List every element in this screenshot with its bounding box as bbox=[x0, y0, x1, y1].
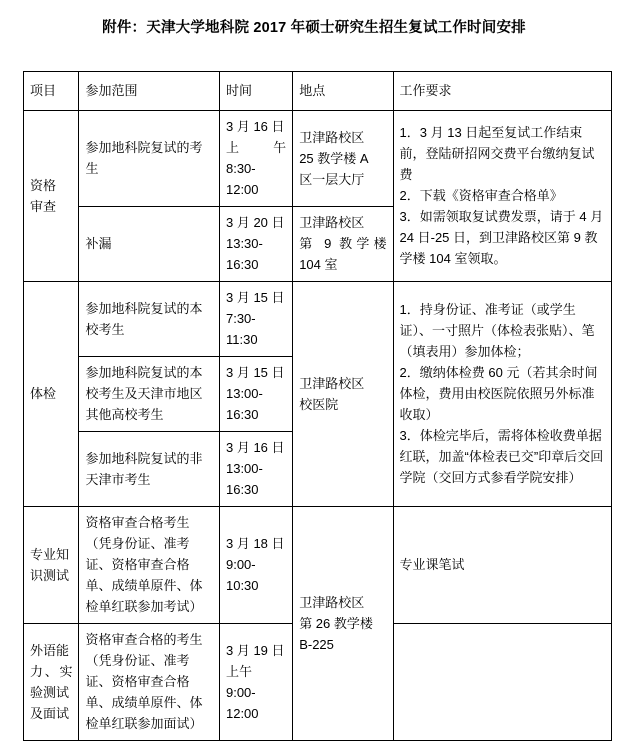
requirement-line-3: 3．体检完毕后，需将体检收费单据红联，加盖“体检表已交”印章后交回学院（交回方式参看学院安排） bbox=[399, 428, 604, 485]
time-line-1: 3 月 20 日 bbox=[225, 215, 285, 230]
place-line-3: B-225 bbox=[299, 636, 334, 652]
item-line-2: 审查 bbox=[30, 198, 57, 214]
column-header-requirement: 工作要求 bbox=[393, 72, 611, 111]
table-row bbox=[24, 507, 612, 624]
row-item-language-interview bbox=[24, 624, 79, 741]
time-line-2: 13:30-16:30 bbox=[225, 236, 263, 272]
item-line-3: 验测试 bbox=[30, 684, 70, 700]
row-time bbox=[219, 282, 292, 357]
table-row bbox=[24, 282, 612, 357]
requirement-line-1: 1．持身份证、准考证（或学生证）、一寸照片（体检表张贴）、笔（填表用）参加体检； bbox=[399, 302, 595, 359]
row-item-physical-exam bbox=[24, 282, 79, 507]
row-scope: 参加地科院复试的非天津市考生 bbox=[79, 432, 220, 507]
place-line-3: 104 室 bbox=[299, 257, 338, 272]
time-line-2: 上 午 8:30- bbox=[225, 140, 287, 176]
item-line-4: 及面试 bbox=[30, 705, 70, 721]
row-scope: 资格审查合格考生（凭身份证、准考证、资格审查合格单、成绩单原件、体检单红联参加考试） bbox=[79, 507, 220, 624]
place-line-1: 卫津路校区 bbox=[299, 594, 365, 610]
row-time bbox=[219, 111, 292, 207]
row-place bbox=[293, 207, 393, 282]
time-line-1: 3 月 18 日 bbox=[225, 536, 285, 551]
place-line-2: 第 9 教学楼 bbox=[299, 236, 387, 251]
item-line-2: 力、实 bbox=[30, 663, 73, 679]
place-line-1: 卫津路校区 bbox=[299, 215, 365, 230]
requirement-line-3: 3．如需领取复试费发票，请于 4 月 24 日-25 日，到卫津路校区第 9 教学楼 104 室领取。 bbox=[399, 209, 604, 266]
row-item-subject-test bbox=[24, 507, 79, 624]
schedule-table bbox=[23, 71, 612, 741]
item-line-2: 识测试 bbox=[30, 567, 70, 583]
row-scope: 资格审查合格的考生（凭身份证、准考证、资格审查合格单、成绩单原件、体检单红联参加面试） bbox=[79, 624, 220, 741]
place-line-2: 第 26 教学楼 bbox=[299, 615, 373, 631]
place-line-2: 25 教学楼 A bbox=[299, 150, 369, 166]
row-time bbox=[219, 357, 292, 432]
row-scope: 参加地科院复试的本校考生及天津市地区其他高校考生 bbox=[79, 357, 220, 432]
row-time bbox=[219, 624, 292, 741]
time-line-1: 3 月 16 日 bbox=[225, 440, 285, 455]
place-line-1: 卫津路校区 bbox=[299, 129, 365, 145]
row-requirement-language-interview bbox=[393, 624, 611, 741]
time-line-1: 3 月 15 日 bbox=[225, 290, 285, 305]
row-requirement-subject-test: 专业课笔试 bbox=[393, 507, 611, 624]
row-place-hospital bbox=[293, 282, 393, 507]
requirement-line-1: 1．3 月 13 日起至复试工作结束前，登陆研招网交费平台缴纳复试费 bbox=[399, 125, 595, 182]
column-header-scope: 参加范围 bbox=[79, 72, 220, 111]
row-place bbox=[293, 111, 393, 207]
table-header-row bbox=[24, 72, 612, 111]
row-time bbox=[219, 432, 292, 507]
table-row bbox=[24, 111, 612, 207]
time-line-1: 3 月 19 日上午 bbox=[225, 642, 285, 679]
row-scope: 参加地科院复试的本校考生 bbox=[79, 282, 220, 357]
item-line-1: 外语能 bbox=[30, 642, 70, 658]
item-line-1: 资格 bbox=[30, 177, 57, 193]
page-title: 附件：天津大学地科院 2017 年硕士研究生招生复试工作时间安排 bbox=[102, 20, 526, 36]
time-line-1: 3 月 16 日 bbox=[225, 119, 285, 134]
row-item-qualification bbox=[24, 111, 79, 282]
row-time bbox=[219, 507, 292, 624]
row-requirement-qualification bbox=[393, 111, 611, 282]
requirement-line-2: 2．下载《资格审查合格单》 bbox=[399, 188, 563, 203]
time-line-3: 12:00 bbox=[225, 182, 259, 197]
row-scope: 参加地科院复试的考生 bbox=[79, 111, 220, 207]
place-line-2: 校医院 bbox=[299, 396, 339, 412]
column-header-item: 项目 bbox=[24, 72, 79, 111]
row-requirement-physical-exam bbox=[393, 282, 611, 507]
place-line-3: 区一层大厅 bbox=[299, 171, 365, 187]
table-body bbox=[24, 111, 612, 741]
row-place-building-26 bbox=[293, 507, 393, 741]
time-line-2: 9:00-12:00 bbox=[225, 684, 259, 721]
time-line-2: 13:00-16:30 bbox=[225, 386, 263, 422]
requirement-line-2: 2．缴纳体检费 60 元（若其余时间体检，费用由校医院依照另外标准收取） bbox=[399, 365, 598, 422]
item-line-1: 体检 bbox=[30, 386, 57, 401]
column-header-time: 时间 bbox=[219, 72, 292, 111]
table-header bbox=[24, 72, 612, 111]
row-time bbox=[219, 207, 292, 282]
place-line-1: 卫津路校区 bbox=[299, 375, 365, 391]
time-line-2: 9:00-10:30 bbox=[225, 557, 259, 593]
time-line-2: 13:00-16:30 bbox=[225, 461, 263, 497]
item-line-1: 专业知 bbox=[30, 546, 70, 562]
column-header-place: 地点 bbox=[293, 72, 393, 111]
time-line-1: 3 月 15 日 bbox=[225, 365, 285, 380]
time-line-2: 7:30-11:30 bbox=[225, 311, 258, 347]
row-scope: 补漏 bbox=[79, 207, 220, 282]
